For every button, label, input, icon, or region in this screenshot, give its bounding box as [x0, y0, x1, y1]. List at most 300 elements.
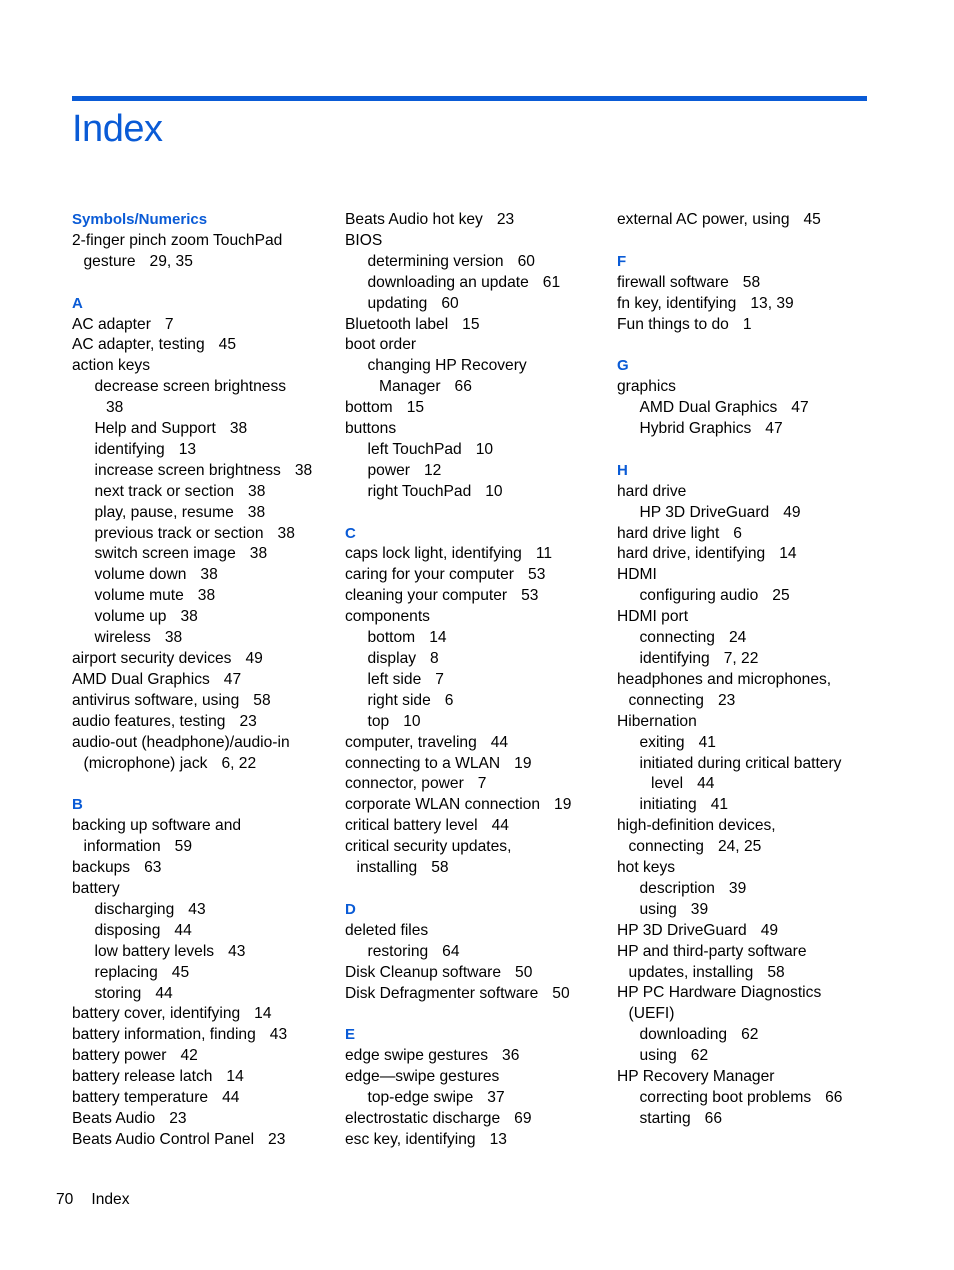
entry-text: Bluetooth label [345, 315, 449, 333]
entry-text: volume down [94, 566, 187, 584]
entry-text: Fun things to do [617, 315, 729, 333]
entry-page-ref: 38 [229, 420, 248, 438]
entry-page-ref: 36 [502, 1047, 520, 1065]
entry-text: Hybrid Graphics [639, 420, 752, 438]
index-entry [345, 942, 615, 963]
entry-text: (microphone) jack [83, 754, 208, 772]
index-entry [72, 1025, 342, 1046]
entry-text: power [367, 461, 410, 479]
index-entry [72, 733, 342, 754]
entry-page-ref: 6 [444, 691, 454, 709]
index-entry [345, 377, 615, 398]
entry-page-ref: 7 [477, 775, 487, 793]
entry-page-ref: 41 [698, 733, 716, 751]
entry-page-ref: 38 [277, 524, 295, 542]
entry-page-ref: 53 [528, 566, 546, 584]
entry-text: AMD Dual Graphics [72, 670, 210, 688]
index-entry [72, 315, 342, 336]
index-entry [617, 712, 887, 733]
entry-text: battery information, finding [72, 1026, 256, 1044]
index-entry [345, 963, 615, 984]
entry-text: previous track or section [94, 524, 264, 542]
entry-text: restoring [367, 942, 429, 960]
entry-page-ref: 38 [180, 608, 198, 626]
entry-text: determining version [367, 252, 504, 270]
index-entry [72, 858, 342, 879]
entry-text: using [639, 900, 677, 918]
index-entry [345, 231, 615, 252]
entry-text: edge—swipe gestures [345, 1068, 500, 1086]
entry-page-ref: 15 [406, 399, 425, 417]
entry-page-ref: 62 [741, 1026, 759, 1044]
entry-text: storing [94, 984, 142, 1002]
index-entry [72, 231, 342, 252]
index-entry [617, 733, 887, 754]
entry-page-ref: 50 [552, 984, 570, 1002]
index-section [345, 1025, 615, 1150]
entry-text: components [345, 608, 430, 626]
index-entry [617, 294, 887, 315]
entry-page-ref: 38 [164, 629, 183, 647]
index-entry [345, 461, 615, 482]
index-entry [72, 1088, 342, 1109]
index-entry [345, 816, 615, 837]
entry-text: AC adapter [72, 315, 151, 333]
entry-text: external AC power, using [617, 211, 790, 228]
entry-text: level [651, 775, 684, 793]
entry-page-ref: 43 [188, 900, 206, 918]
entry-text: battery cover, identifying [72, 1005, 241, 1023]
entry-page-ref: 58 [253, 691, 271, 709]
entry-page-ref: 7 [164, 315, 174, 333]
index-entry [72, 879, 342, 900]
index-entry [617, 524, 887, 545]
entry-page-ref: 66 [704, 1109, 722, 1127]
index-entry [72, 628, 342, 649]
index-entry [72, 1046, 342, 1067]
entry-text: identifying [639, 649, 710, 667]
index-entry [72, 816, 342, 837]
entry-page-ref: 66 [825, 1089, 843, 1107]
section-heading: E [345, 1026, 356, 1044]
entry-text: Beats Audio [72, 1109, 156, 1127]
index-entry [617, 315, 887, 336]
entry-page-ref: 44 [222, 1089, 240, 1107]
index-entry [72, 1067, 342, 1088]
index-entry [345, 440, 615, 461]
index-entry [345, 565, 615, 586]
entry-text: play, pause, resume [94, 503, 234, 521]
entry-page-ref: 6 [733, 524, 742, 542]
index-entry [617, 942, 887, 963]
section-heading: H [617, 461, 628, 479]
index-entry [72, 670, 342, 691]
index-entry [617, 1004, 887, 1025]
index-entry [617, 273, 887, 294]
entry-text: action keys [72, 357, 151, 375]
entry-text: battery release latch [72, 1068, 213, 1086]
index-entry [345, 733, 615, 754]
index-entry [345, 649, 615, 670]
index-entry [72, 921, 342, 942]
entry-text: Beats Audio hot key [345, 211, 483, 228]
entry-text: Manager [379, 378, 441, 396]
entry-text: AC adapter, testing [72, 336, 205, 354]
entry-text: battery [72, 879, 120, 897]
entry-text: connecting [628, 838, 704, 856]
entry-page-ref: 59 [174, 838, 192, 856]
entry-text: connecting to a WLAN [345, 754, 501, 772]
index-entry [72, 503, 342, 524]
entry-text: (UEFI) [628, 1005, 675, 1023]
index-entry [345, 398, 615, 419]
entry-text: battery temperature [72, 1089, 209, 1107]
entry-text: connector, power [345, 775, 464, 793]
index-entry [617, 795, 887, 816]
entry-text: using [639, 1047, 677, 1065]
index-entry [617, 1088, 887, 1109]
entry-page-ref: 7 [435, 670, 444, 688]
entry-page-ref: 49 [760, 921, 779, 939]
index-entry [345, 795, 615, 816]
index-entry [617, 1109, 887, 1130]
index-entry [617, 586, 887, 607]
footer-label: Index [91, 1191, 130, 1208]
index-entry [617, 482, 887, 503]
entry-text: display [367, 650, 417, 668]
index-entry [345, 858, 615, 879]
index-entry [72, 984, 342, 1005]
index-entry [345, 921, 615, 942]
entry-text: right side [367, 691, 431, 709]
entry-text: Hibernation [617, 712, 697, 730]
index-entry [72, 1004, 342, 1025]
entry-text: left TouchPad [367, 440, 462, 458]
index-entry [345, 1109, 615, 1130]
index-section [72, 795, 342, 1150]
entry-page-ref: 8 [430, 650, 439, 668]
index-entry [345, 691, 615, 712]
entry-text: correcting boot problems [639, 1089, 812, 1107]
entry-text: backing up software and [72, 817, 242, 835]
entry-page-ref: 10 [403, 712, 421, 730]
entry-text: decrease screen brightness [94, 378, 287, 396]
index-entry [345, 1046, 615, 1067]
entry-text: deleted files [345, 921, 429, 939]
entry-text: high-definition devices, [617, 817, 776, 835]
index-entry [345, 482, 615, 503]
entry-page-ref: 38 [200, 566, 218, 584]
entry-text: initiated during critical battery [639, 754, 842, 772]
index-entry [345, 315, 615, 336]
index-entry [617, 210, 887, 231]
title-rule [72, 96, 867, 101]
index-section [617, 356, 887, 440]
entry-text: wireless [94, 629, 151, 647]
entry-page-ref: 44 [697, 775, 715, 793]
entry-page-ref: 10 [475, 440, 494, 458]
index-section [617, 210, 887, 231]
entry-text: gesture [83, 252, 136, 270]
index-entry [72, 356, 342, 377]
entry-text: replacing [94, 963, 158, 981]
entry-page-ref: 58 [742, 273, 761, 291]
entry-page-ref: 45 [171, 963, 190, 981]
entry-text: caps lock light, identifying [345, 545, 522, 563]
entry-text: connecting [628, 691, 704, 709]
entry-page-ref: 23 [268, 1130, 286, 1148]
index-entry [72, 712, 342, 733]
entry-page-ref: 49 [245, 650, 263, 668]
entry-text: critical security updates, [345, 838, 512, 856]
entry-page-ref: 23 [169, 1109, 187, 1127]
index-entry [617, 607, 887, 628]
index-entry [72, 1109, 342, 1130]
entry-text: edge swipe gestures [345, 1047, 489, 1065]
index-entry [617, 398, 887, 419]
entry-text: discharging [94, 900, 175, 918]
section-heading: Symbols/Numerics [72, 211, 208, 228]
entry-page-ref: 50 [515, 963, 533, 981]
entry-page-ref: 7, 22 [723, 649, 759, 667]
entry-text: caring for your computer [345, 566, 515, 584]
entry-page-ref: 39 [690, 900, 709, 918]
entry-text: configuring audio [639, 587, 759, 605]
entry-page-ref: 60 [517, 252, 535, 270]
entry-text: switch screen image [94, 545, 236, 563]
entry-page-ref: 14 [254, 1005, 272, 1023]
section-heading: F [617, 252, 627, 270]
entry-text: fn key, identifying [617, 294, 737, 312]
index-entry [72, 419, 342, 440]
index-entry [345, 356, 615, 377]
entry-page-ref: 12 [423, 461, 442, 479]
entry-text: graphics [617, 378, 676, 396]
index-entry [72, 837, 342, 858]
entry-text: BIOS [345, 231, 383, 249]
entry-text: HP 3D DriveGuard [639, 503, 770, 521]
index-entry [617, 628, 887, 649]
entry-text: exiting [639, 733, 685, 751]
entry-text: computer, traveling [345, 733, 477, 751]
entry-text: updates, installing [628, 963, 754, 981]
section-heading: G [617, 357, 629, 375]
index-entry [345, 419, 615, 440]
entry-page-ref: 38 [248, 482, 266, 500]
index-entry [72, 1130, 342, 1151]
entry-page-ref: 47 [223, 670, 242, 688]
entry-text: disposing [94, 921, 161, 939]
entry-text: HP Recovery Manager [617, 1068, 775, 1086]
index-entry [72, 335, 342, 356]
index-entry [72, 586, 342, 607]
index-entry [345, 628, 615, 649]
entry-text: corporate WLAN connection [345, 796, 541, 814]
index-entry [72, 607, 342, 628]
entry-text: firewall software [617, 273, 729, 291]
index-section [72, 210, 342, 273]
entry-text: HDMI port [617, 608, 689, 626]
index-entry [72, 754, 342, 775]
entry-page-ref: 14 [429, 629, 447, 647]
index-section [345, 524, 615, 879]
entry-text: low battery levels [94, 942, 215, 960]
index-entry [345, 335, 615, 356]
section-heading: D [345, 900, 356, 918]
index-entry [345, 252, 615, 273]
index-entry [345, 1067, 615, 1088]
entry-page-ref: 37 [487, 1089, 505, 1107]
index-entry [72, 461, 342, 482]
entry-page-ref: 53 [521, 587, 539, 605]
index-entry [72, 398, 342, 419]
index-section [345, 900, 615, 1005]
entry-page-ref: 15 [462, 315, 480, 333]
entry-text: cleaning your computer [345, 587, 508, 605]
index-entry [617, 858, 887, 879]
index-entry [345, 273, 615, 294]
section-heading: A [72, 294, 83, 312]
index-entry [617, 1025, 887, 1046]
index-entry [617, 670, 887, 691]
entry-page-ref: 38 [197, 587, 216, 605]
index-entry [617, 649, 887, 670]
index-entry [617, 900, 887, 921]
index-entry [617, 1046, 887, 1067]
entry-text: Beats Audio Control Panel [72, 1130, 255, 1148]
index-entry [72, 524, 342, 545]
entry-text: bottom [345, 399, 393, 417]
index-entry [345, 774, 615, 795]
entry-page-ref: 44 [491, 817, 509, 835]
entry-text: identifying [94, 440, 165, 458]
entry-page-ref: 38 [294, 461, 313, 479]
entry-text: buttons [345, 420, 397, 438]
entry-page-ref: 47 [791, 399, 809, 417]
entry-page-ref: 38 [249, 545, 268, 563]
entry-page-ref: 58 [431, 859, 449, 877]
index-entry [345, 670, 615, 691]
index-entry [345, 754, 615, 775]
entry-page-ref: 66 [454, 378, 472, 396]
index-section [617, 461, 887, 1130]
entry-page-ref: 25 [772, 587, 790, 605]
entry-text: HDMI [617, 566, 657, 584]
entry-text: volume mute [94, 587, 184, 605]
entry-page-ref: 39 [728, 879, 747, 897]
entry-text: battery power [72, 1047, 167, 1065]
entry-page-ref: 29, 35 [149, 252, 193, 270]
index-entry [345, 1130, 615, 1151]
index-entry [345, 294, 615, 315]
index-entry [345, 1088, 615, 1109]
entry-text: hard drive light [617, 524, 720, 542]
entry-page-ref: 6, 22 [221, 754, 257, 772]
section-heading: C [345, 524, 356, 542]
entry-page-ref: 23 [239, 712, 257, 730]
index-entry [617, 983, 887, 1004]
index-entry [617, 879, 887, 900]
entry-text: boot order [345, 336, 417, 354]
entry-page-ref: 13, 39 [750, 294, 794, 312]
entry-page-ref: 60 [441, 294, 459, 312]
entry-page-ref: 11 [535, 545, 553, 563]
entry-text: top-edge swipe [367, 1089, 474, 1107]
entry-page-ref: 38 [247, 503, 266, 521]
entry-page-ref: 47 [765, 420, 783, 438]
page-footer [56, 1190, 130, 1210]
entry-text: airport security devices [72, 650, 232, 668]
entry-text: hot keys [617, 859, 676, 877]
entry-page-ref: 45 [803, 211, 821, 228]
index-entry [617, 419, 887, 440]
entry-page-ref: 41 [710, 796, 729, 814]
page-number: 70 [56, 1191, 74, 1208]
entry-text: backups [72, 859, 131, 877]
entry-page-ref: 43 [228, 942, 246, 960]
index-entry [617, 377, 887, 398]
entry-page-ref: 49 [783, 503, 801, 521]
entry-page-ref: 24, 25 [717, 838, 762, 856]
entry-page-ref: 64 [442, 942, 460, 960]
index-entry [345, 544, 615, 565]
index-section [345, 210, 615, 503]
entry-text: critical battery level [345, 817, 478, 835]
index-entry [617, 1067, 887, 1088]
index-entry [617, 691, 887, 712]
entry-page-ref: 1 [742, 315, 752, 333]
index-entry [345, 837, 615, 858]
index-entry [72, 565, 342, 586]
index-column-1 [72, 210, 342, 1172]
entry-text: downloading [639, 1026, 728, 1044]
entry-text: esc key, identifying [345, 1130, 476, 1148]
entry-text: audio-out (headphone)/audio-in [72, 733, 290, 751]
index-entry [72, 544, 342, 565]
entry-page-ref: 62 [690, 1047, 709, 1065]
entry-text: next track or section [94, 482, 235, 500]
entry-text: connecting [639, 629, 715, 647]
index-entry [345, 712, 615, 733]
entry-text: AMD Dual Graphics [639, 399, 778, 417]
index-entry [617, 544, 887, 565]
entry-page-ref: 69 [514, 1109, 532, 1127]
index-entry [72, 900, 342, 921]
entry-page-ref: 24 [728, 629, 747, 647]
entry-text: Disk Defragmenter software [345, 984, 539, 1002]
entry-text: bottom [367, 629, 416, 647]
entry-page-ref: 23 [496, 211, 515, 228]
index-entry [345, 586, 615, 607]
index-entry [617, 503, 887, 524]
entry-text: hard drive, identifying [617, 545, 766, 563]
entry-page-ref: 19 [554, 796, 572, 814]
entry-text: left side [367, 670, 422, 688]
index-entry [72, 252, 342, 273]
entry-text: increase screen brightness [94, 461, 281, 479]
entry-text: description [639, 879, 715, 897]
entry-text: downloading an update [367, 273, 529, 291]
entry-text: information [83, 838, 161, 856]
entry-page-ref: 63 [144, 859, 162, 877]
entry-text: HP PC Hardware Diagnostics [617, 984, 822, 1002]
page-title: Index [72, 108, 163, 150]
index-entry [617, 837, 887, 858]
index-entry [617, 565, 887, 586]
index-entry [617, 816, 887, 837]
index-entry [72, 942, 342, 963]
section-heading: B [72, 796, 83, 814]
